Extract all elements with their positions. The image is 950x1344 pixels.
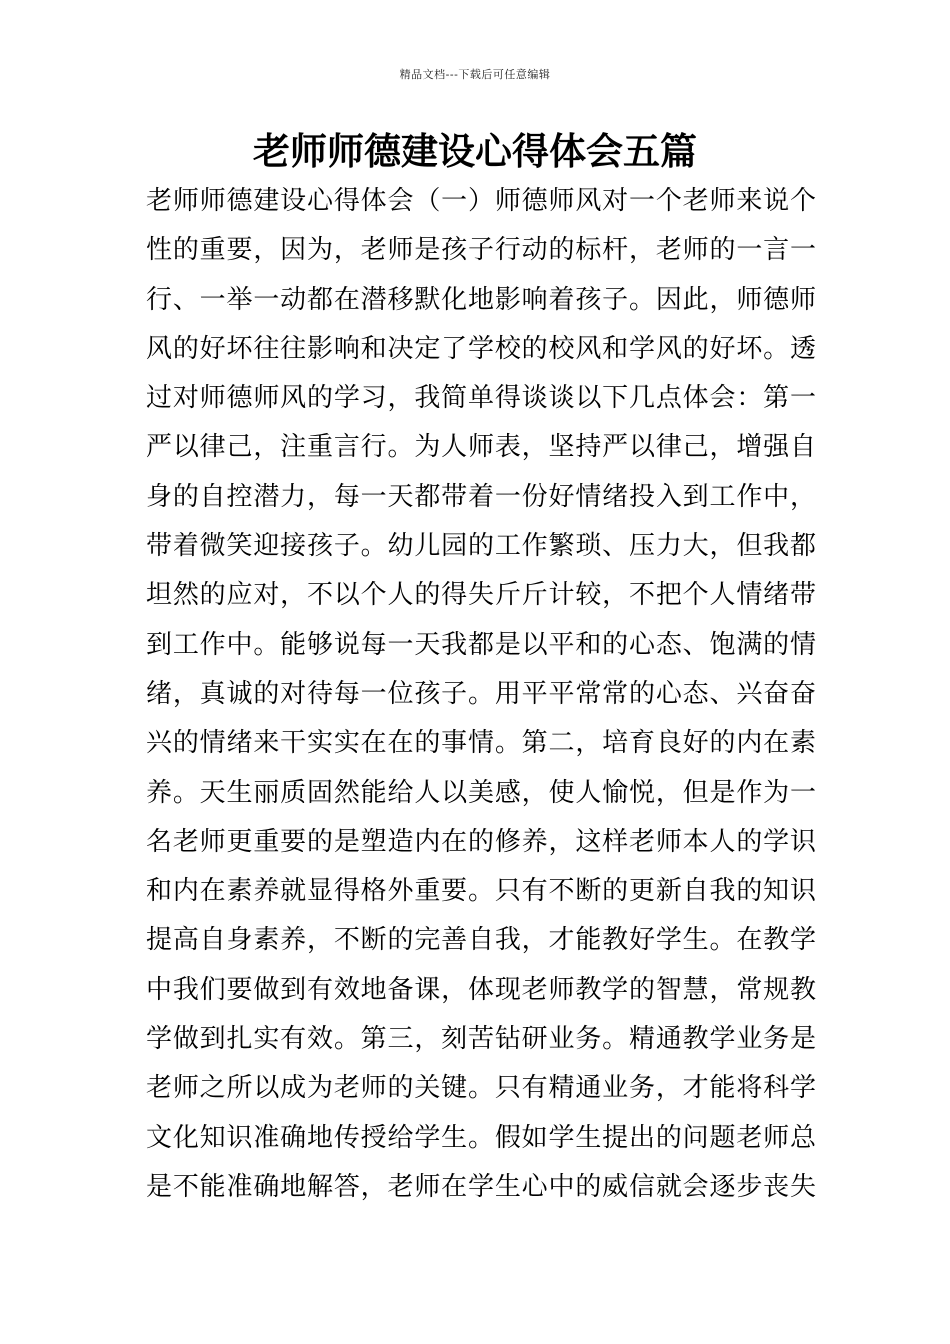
body-line: 中我们要做到有效地备课，体现老师教学的智慧，常规教 [146, 974, 816, 1005]
body-line: 是不能准确地解答，老师在学生心中的威信就会逐步丧失 [146, 1171, 816, 1202]
body-text [146, 177, 816, 1212]
body-line: 身的自控潜力，每一天都带着一份好情绪投入到工作中， [146, 481, 816, 512]
body-line: 绪，真诚的对待每一位孩子。用平平常常的心态、兴奋奋 [146, 678, 816, 709]
body-line: 兴的情绪来干实实在在的事情。第二，培育良好的内在素 [146, 728, 816, 759]
body-line: 名老师更重要的是塑造内在的修养，这样老师本人的学识 [146, 826, 816, 857]
body-line: 和内在素养就显得格外重要。只有不断的更新自我的知识 [146, 876, 816, 907]
body-line: 提高自身素养，不断的完善自我，才能教好学生。在教学 [146, 925, 816, 956]
document-title: 老师师德建设心得体会五篇 [253, 129, 697, 173]
body-line: 坦然的应对，不以个人的得失斤斤计较，不把个人情绪带 [146, 580, 816, 611]
body-line: 养。天生丽质固然能给人以美感，使人愉悦，但是作为一 [146, 777, 816, 808]
body-line: 到工作中。能够说每一天我都是以平和的心态、饱满的情 [146, 629, 816, 660]
body-line: 学做到扎实有效。第三，刻苦钻研业务。精通教学业务是 [146, 1024, 816, 1055]
body-line: 老师之所以成为老师的关键。只有精通业务，才能将科学 [146, 1073, 816, 1104]
header-note: 精品文档---下载后可任意编辑 [399, 68, 551, 81]
body-line: 带着微笑迎接孩子。幼儿园的工作繁琐、压力大，但我都 [146, 531, 816, 562]
body-line: 文化知识准确地传授给学生。假如学生提出的问题老师总 [146, 1122, 816, 1153]
body-line: 行、一举一动都在潜移默化地影响着孩子。因此，师德师 [146, 284, 816, 315]
body-line: 过对师德师风的学习，我简单得谈谈以下几点体会：第一 [146, 383, 816, 414]
body-line: 风的好坏往往影响和决定了学校的校风和学风的好坏。透 [146, 333, 816, 364]
body-line: 严以律己，注重言行。为人师表，坚持严以律己，增强自 [146, 432, 816, 463]
body-line: 性的重要，因为，老师是孩子行动的标杆，老师的一言一 [146, 235, 816, 266]
body-line: 老师师德建设心得体会（一）师德师风对一个老师来说个 [146, 186, 816, 216]
